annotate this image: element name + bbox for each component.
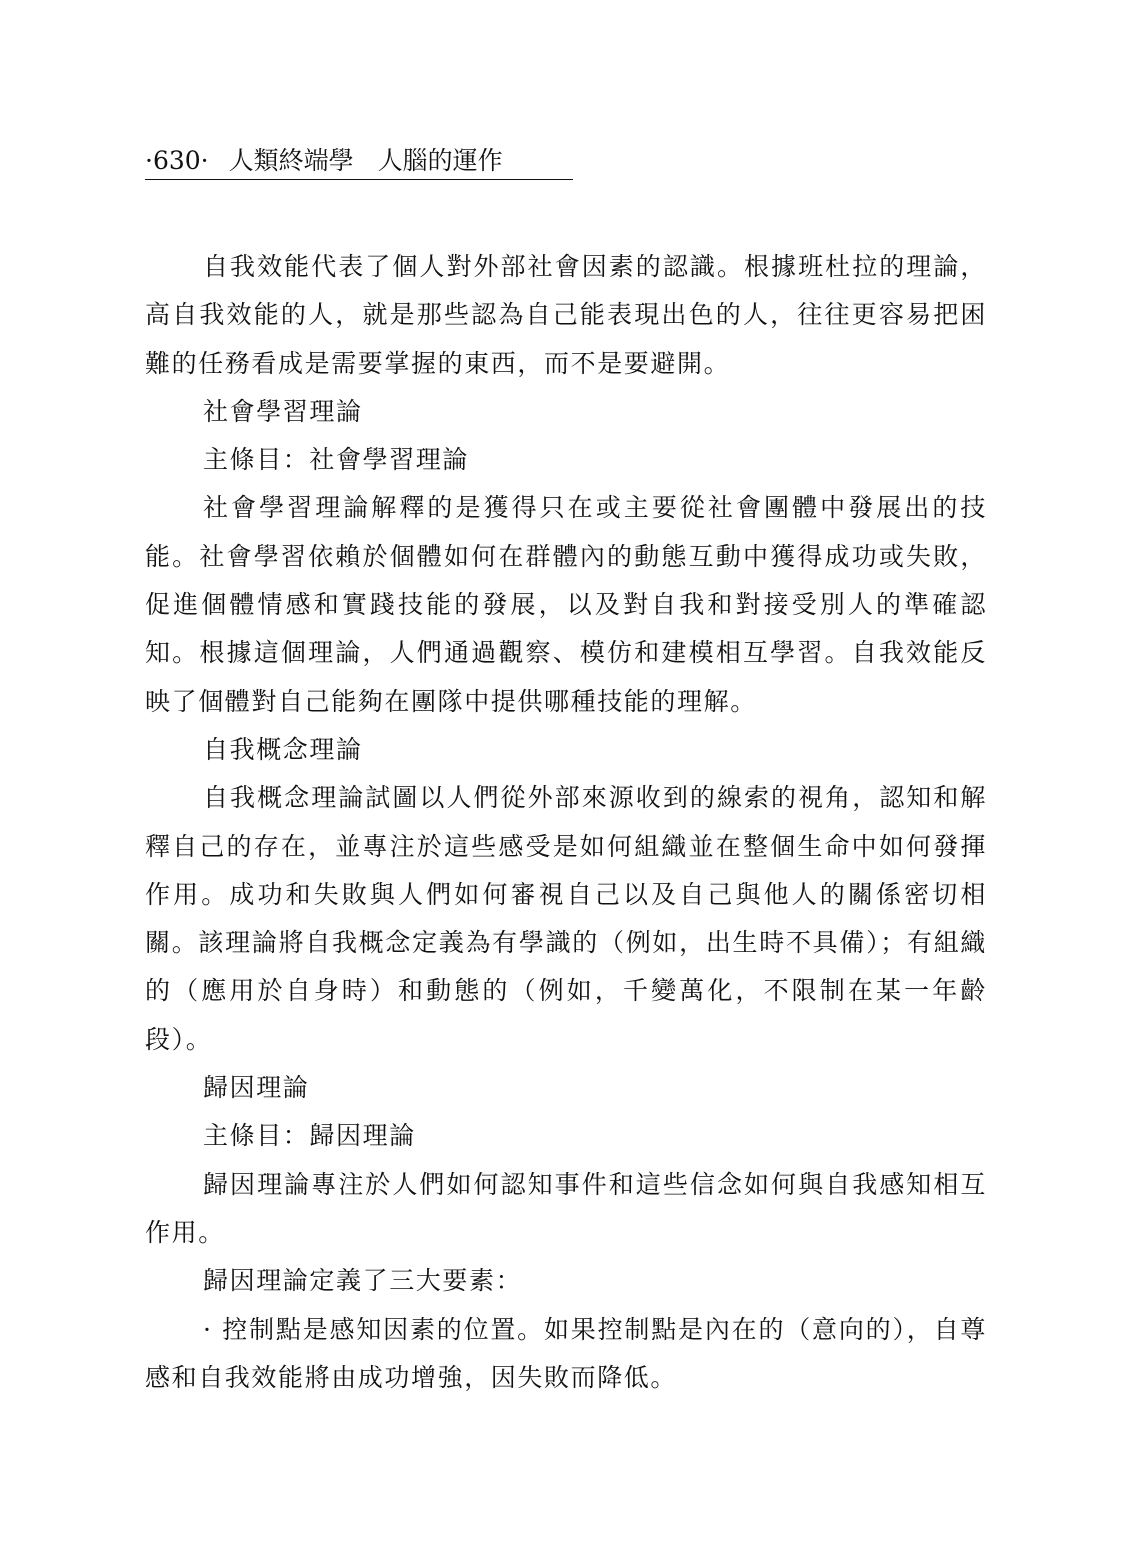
- paragraph: 自我概念理論試圖以人們從外部來源收到的線索的視角，認知和解釋自己的存在，並專注於這些感受是如何組織並在整個生命中如何發揮作用。成功和失敗與人們如何審視自己以及自己與他人的關係密切相關。該理論將自我概念定義為有學識的（例如，出生時不具備）；有組織的（應用於自身時）和動態的（例如，千變萬化，不限制在某一年齡段）。: [145, 783, 987, 1054]
- main-entry-note: 主條目：歸因理論: [203, 1121, 416, 1151]
- section-heading: 歸因理論: [203, 1073, 310, 1103]
- paragraph: 歸因理論定義了三大要素：: [203, 1266, 523, 1296]
- paragraph: 自我效能代表了個人對外部社會因素的認識。根據班杜拉的理論，高自我效能的人，就是那些認為自己能表現出色的人，往往更容易把困難的任務看成是需要掌握的東西，而不是要避開。: [145, 252, 987, 378]
- chapter-title: 人腦的運作: [377, 146, 503, 175]
- bullet-item: · 控制點是感知因素的位置。如果控制點是內在的（意向的），自尊感和自我效能將由成功增強，因失敗而降低。: [145, 1314, 987, 1392]
- section-heading: 社會學習理論: [203, 396, 363, 426]
- book-title: 人類終端學: [228, 146, 354, 175]
- paragraph: 社會學習理論解釋的是獲得只在或主要從社會團體中發展出的技能。社會學習依賴於個體如何在群體內的動態互動中獲得成功或失敗，促進個體情感和實踐技能的發展，以及對自我和對接受別人的準確認知。根據這個理論，人們通過觀察、模仿和建模相互學習。自我效能反映了個體對自己能夠在團隊中提供哪種技能的理解。: [145, 493, 987, 716]
- paragraph: 歸因理論專注於人們如何認知事件和這些信念如何與自我感知相互作用。: [145, 1169, 987, 1247]
- section-heading: 自我概念理論: [203, 734, 363, 764]
- body-text: [145, 243, 987, 1402]
- running-header: [145, 142, 573, 180]
- main-entry-note: 主條目：社會學習理論: [203, 445, 470, 475]
- page-number: ·630·: [145, 146, 209, 175]
